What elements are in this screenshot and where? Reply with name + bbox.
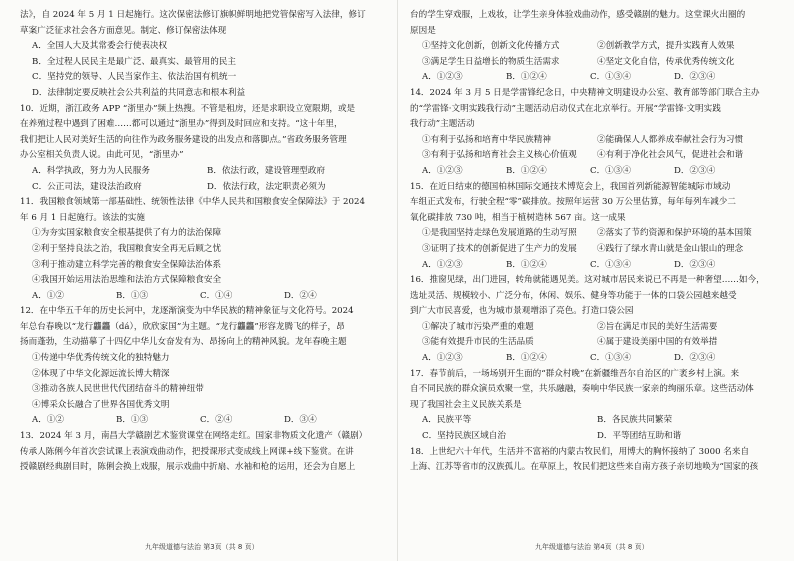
q10-text: 我们把让人民对美好生活的向往作为政务服务建设的出发点和落脚点。”省政务服务管理	[20, 134, 347, 145]
q17-text: 现了我国社会主义民族关系是	[410, 399, 522, 410]
q15-option-b: B．①②④	[506, 259, 547, 270]
q13-options-row	[410, 70, 772, 86]
page-3-column	[20, 8, 382, 476]
q13-text: 原因是	[410, 25, 436, 36]
q16-items-row	[410, 335, 772, 351]
q16-option-d: D．②③④	[674, 353, 716, 364]
q9-text: 法》，自 2024 年 5 月 1 日起施行。这次保密法修订旗帜鲜明地把党管保密写入法律，修订	[20, 10, 366, 20]
q16-items-row	[410, 320, 772, 336]
q16-text: 16．推窗见绿，出门进园，转角就能遇见美。这对城市居民来说已不再是一种奢望……如今，	[410, 275, 765, 286]
q12-options-row	[20, 413, 382, 429]
q14-items-row	[410, 133, 772, 149]
q12-text: 年总台春晚以“龙行龘龘（dá），欣欣家国”为主题。“龙行龘龘”形容龙腾飞的样子，昂	[20, 321, 345, 332]
q18-text: 18．上世纪六十年代，生活并不富裕的内蒙古牧民们，用博大的胸怀接纳了 3000 名来自	[410, 446, 750, 457]
q12-option-a: A．①②	[32, 415, 64, 426]
q13-option-a: A．①②③	[422, 72, 463, 83]
q16-option-c: C．①③④	[590, 353, 631, 364]
q13-item: ③满足学生日益增长的物质生活需求	[422, 56, 560, 67]
q13-item: ①坚持文化创新，创新文化传播方式	[422, 41, 560, 52]
q12-text: 扬而蓬勃，生动描摹了十四亿中华儿女奋发有为、昂扬向上的精神风貌。龙年春晚主题	[20, 337, 347, 348]
q15-item: ④践行了绿水青山就是金山银山的理念	[597, 243, 744, 254]
q14-options-row	[410, 164, 772, 180]
q11-option-d: D．②④	[284, 290, 317, 301]
page-divider	[397, 0, 398, 561]
q12-item: ①传递中华优秀传统文化的独特魅力	[32, 353, 170, 364]
q16-item: ④属于建设美丽中国的有效举措	[597, 337, 718, 348]
page-footer-right: 九年级道德与法治 第4页（共 8 页）	[535, 543, 649, 551]
q10-option-c: C．公正司法，建设法治政府	[32, 181, 142, 192]
q17-option-d: D．平等团结互助和谐	[597, 431, 682, 442]
q9-text: 草案广泛征求社会各方面意见。制定、修订保密法体现	[20, 25, 227, 36]
q11-item: ③利于推动建立科学完善的粮食安全保障法治体系	[32, 259, 222, 270]
q15-text: 氧化碳排放 730 吨，相当于植树造林 567 亩。这一成果	[410, 212, 626, 223]
q12-option-c: C．②④	[200, 415, 233, 426]
q15-option-a: A．①②③	[422, 259, 463, 270]
q17-option-c: C．坚持民族区域自治	[422, 431, 506, 442]
q15-item: ②落实了节约资源和保护环境的基本国策	[597, 228, 752, 239]
q14-text: 我行动”主题活动	[410, 119, 475, 130]
q11-option-a: A．①②	[32, 290, 64, 301]
q14-option-d: D．②③④	[674, 165, 716, 176]
q17-option-b: B．各民族共同繁荣	[597, 415, 673, 426]
q14-text: 14．2024 年 3 月 5 日是学雷锋纪念日，中央精神文明建设办公室、教育部等部门联合主办	[410, 87, 760, 98]
q13-option-d: D．②③④	[674, 72, 716, 83]
q16-text: 选址灵活、规模较小、广泛分布，休闲、娱乐、健身等功能于一体的口袋公园越来越受	[410, 290, 737, 301]
q11-item: ④我国开始运用法治思维和法治方式保障粮食安全	[32, 275, 222, 286]
q15-options-row	[410, 258, 772, 274]
q13-items-row	[410, 39, 772, 55]
q16-option-b: B．①②④	[506, 353, 547, 364]
q10-option-b: B．依法行政，建设管理型政府	[207, 165, 326, 176]
q10-options-row	[20, 164, 382, 180]
q15-option-d: D．②③④	[674, 259, 716, 270]
q14-item: ④有利于净化社会风气，促进社会和谐	[597, 150, 744, 161]
q17-option-a: A．民族平等	[422, 415, 472, 426]
q11-option-b: B．①③	[116, 290, 149, 301]
q12-text: 12．在中华五千年的历史长河中，龙逐渐演变为中华民族的精神象征与文化符号。2024	[20, 306, 354, 317]
q16-option-a: A．①②③	[422, 353, 463, 364]
q16-options-row	[410, 351, 772, 367]
page-footer-left: 九年级道德与法治 第3页（共 8 页）	[145, 543, 259, 551]
q9-option-c: C．坚持党的领导、人民当家作主、依法治国有机统一	[32, 72, 237, 83]
q16-item: ③能有效提升市民的生活品质	[422, 337, 534, 348]
q13-text: 台的学生穿戏服，上戏妆，让学生亲身体验戏曲动作，感受赣剧的魅力。这堂课火出圈的	[410, 10, 746, 20]
q14-item: ①有利于弘扬和培育中华民族精神	[422, 134, 551, 145]
q16-item: ①解决了城市污染严重的难题	[422, 321, 534, 332]
q9-option-b: B．全过程人民民主是最广泛、最真实、最管用的民主	[32, 56, 236, 67]
q17-text: 17．春节前后，一场场别开生面的“群众村晚”在新疆维吾尔自治区的广袤乡村上演。来	[410, 368, 740, 379]
q10-option-a: A．科学执政，努力为人民服务	[32, 165, 150, 176]
q10-option-d: D．依法行政，法定职责必须为	[207, 181, 326, 192]
q15-items-row	[410, 242, 772, 258]
q14-items-row	[410, 148, 772, 164]
q13-option-c: C．①③④	[590, 72, 631, 83]
q15-text: 车组正式发布，行驶全程“零”碳排放。按照年运营 30 万公里估算，每年每列车减少二	[410, 197, 736, 208]
q13-items-row	[410, 55, 772, 71]
q18-text: 上海、江苏等省市的汉族孤儿。在草原上，牧民们把这些来自南方孩子亲切地唤为“国家的孩	[410, 462, 759, 473]
q13-option-b: B．①②④	[506, 72, 547, 83]
q16-item: ②旨在满足市民的美好生活需要	[597, 321, 718, 332]
q14-item: ③有利于弘扬和培育社会主义核心价值观	[422, 150, 577, 161]
q15-option-c: C．①③④	[590, 259, 631, 270]
q10-text: 办公室相关负责人说。由此可见，“浙里办”	[20, 150, 184, 161]
q11-text: 年 6 月 1 日起施行。该法的实施	[20, 212, 145, 223]
q11-option-c: C．①④	[200, 290, 233, 301]
q14-text: 的“学雷锋·文明实践我行动”主题活动启动仪式在北京举行。开展“学雷锋·文明实践	[410, 103, 721, 114]
q15-items-row	[410, 226, 772, 242]
q9-option-a: A．全国人大及其常委会行使表决权	[32, 41, 168, 52]
q11-options-row	[20, 289, 382, 305]
q11-item: ②利于坚持良法之治，我国粮食安全再无后顾之忧	[32, 243, 222, 254]
q14-option-c: C．①③④	[590, 165, 631, 176]
q14-option-a: A．①②③	[422, 165, 463, 176]
q15-item: ③证明了技术的创新促进了生产力的发展	[422, 243, 577, 254]
q10-text: 在养殖过程中遇到了困难……都可以通过“浙里办”得到及时回应和支持。“这十年里，	[20, 119, 343, 130]
q9-option-d: D．法律制定要反映社会公共利益的共同意志和根本利益	[32, 87, 246, 98]
q12-option-d: D．③④	[284, 415, 317, 426]
q12-item: ③推动各族人民世世代代团结奋斗的精神纽带	[32, 384, 204, 395]
q10-options-row	[20, 180, 382, 196]
q15-item: ①是我国坚持走绿色发展道路的生动写照	[422, 228, 577, 239]
q13-item: ②创新教学方式，提升实践育人效果	[597, 41, 735, 52]
q14-option-b: B．①②④	[506, 165, 547, 176]
q17-options-row	[410, 413, 772, 429]
q13-item: ④坚定文化自信，传承优秀传统文化	[597, 56, 735, 67]
page-4-column	[410, 8, 772, 476]
q15-text: 15．在近日结束的德国柏林国际交通技术博览会上，我国首列新能源智能城际市域动	[410, 181, 731, 192]
q10-text: 10．近期，浙江政务 APP “浙里办”频上热搜。不管是租房，还是求职设立宽限期，或是	[20, 103, 356, 114]
q12-item: ②体现了中华文化源远流长博大精深	[32, 368, 170, 379]
q13-text: 传承人陈俐今年首次尝试课上表演戏曲动作，把授课形式变成线上网课+线下鉴赏。在讲	[20, 446, 354, 457]
q16-text: 到广大市民喜爱，也为城市景观增添了亮色。打造口袋公园	[410, 306, 634, 317]
q13-text: 授赣剧经典剧目时，陈俐会换上戏服，展示戏曲中折扇、水袖和枪的运用，还会为自愿上	[20, 462, 356, 473]
q14-item: ②能确保人人都养成奉献社会行为习惯	[597, 134, 744, 145]
q12-option-b: B．①③	[116, 415, 149, 426]
q11-item: ①为夯实国家粮食安全根基提供了有力的法治保障	[32, 228, 222, 239]
q13-text: 13．2024 年 3 月，南昌大学赣剧艺术鉴赏课堂在网络走红。国家非物质文化遗产（赣剧）	[20, 431, 368, 442]
q17-text: 自不同民族的群众演员欢聚一堂，共乐融融，奏响中华民族一家亲的绚丽乐章。这些活动体	[410, 384, 754, 395]
q12-item: ④博采众长融合了世界各国优秀文明	[32, 399, 170, 410]
q17-options-row	[410, 429, 772, 445]
q11-text: 11．我国粮食领域第一部基础性、统领性法律《中华人民共和国粮食安全保障法》于 2024	[20, 197, 365, 208]
